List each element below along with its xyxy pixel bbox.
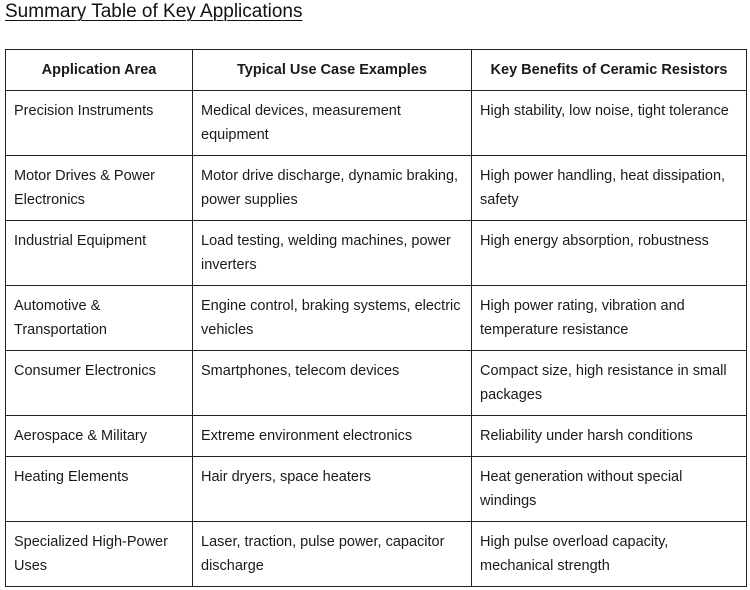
applications-table bbox=[5, 49, 747, 587]
column-header-application-area: Application Area bbox=[6, 50, 193, 91]
use-case-cell: Load testing, welding machines, power inverters bbox=[193, 221, 472, 286]
benefits-cell: High power handling, heat dissipation, safety bbox=[472, 156, 747, 221]
benefits-cell: Heat generation without special windings bbox=[472, 457, 747, 522]
application-area-cell: Heating Elements bbox=[6, 457, 193, 522]
use-case-cell: Smartphones, telecom devices bbox=[193, 351, 472, 416]
use-case-cell: Laser, traction, pulse power, capacitor discharge bbox=[193, 522, 472, 587]
application-area-cell: Precision Instruments bbox=[6, 91, 193, 156]
use-case-cell: Medical devices, measurement equipment bbox=[193, 91, 472, 156]
table-header-row bbox=[6, 50, 747, 91]
use-case-cell: Hair dryers, space heaters bbox=[193, 457, 472, 522]
benefits-cell: High pulse overload capacity, mechanical strength bbox=[472, 522, 747, 587]
table-row bbox=[6, 416, 747, 457]
benefits-cell: Compact size, high resistance in small packages bbox=[472, 351, 747, 416]
page-title: Summary Table of Key Applications bbox=[5, 1, 303, 22]
column-header-key-benefits: Key Benefits of Ceramic Resistors bbox=[472, 50, 747, 91]
table-row bbox=[6, 286, 747, 351]
use-case-cell: Engine control, braking systems, electric vehicles bbox=[193, 286, 472, 351]
table-row bbox=[6, 156, 747, 221]
benefits-cell: Reliability under harsh conditions bbox=[472, 416, 747, 457]
application-area-cell: Industrial Equipment bbox=[6, 221, 193, 286]
application-area-cell: Automotive & Transportation bbox=[6, 286, 193, 351]
application-area-cell: Aerospace & Military bbox=[6, 416, 193, 457]
application-area-cell: Motor Drives & Power Electronics bbox=[6, 156, 193, 221]
table-row bbox=[6, 351, 747, 416]
table-row bbox=[6, 221, 747, 286]
column-header-use-case-examples: Typical Use Case Examples bbox=[193, 50, 472, 91]
benefits-cell: High power rating, vibration and temperature resistance bbox=[472, 286, 747, 351]
table-row bbox=[6, 457, 747, 522]
table-row bbox=[6, 91, 747, 156]
benefits-cell: High stability, low noise, tight tolerance bbox=[472, 91, 747, 156]
use-case-cell: Motor drive discharge, dynamic braking, power supplies bbox=[193, 156, 472, 221]
benefits-cell: High energy absorption, robustness bbox=[472, 221, 747, 286]
application-area-cell: Consumer Electronics bbox=[6, 351, 193, 416]
use-case-cell: Extreme environment electronics bbox=[193, 416, 472, 457]
application-area-cell: Specialized High-Power Uses bbox=[6, 522, 193, 587]
table-row bbox=[6, 522, 747, 587]
